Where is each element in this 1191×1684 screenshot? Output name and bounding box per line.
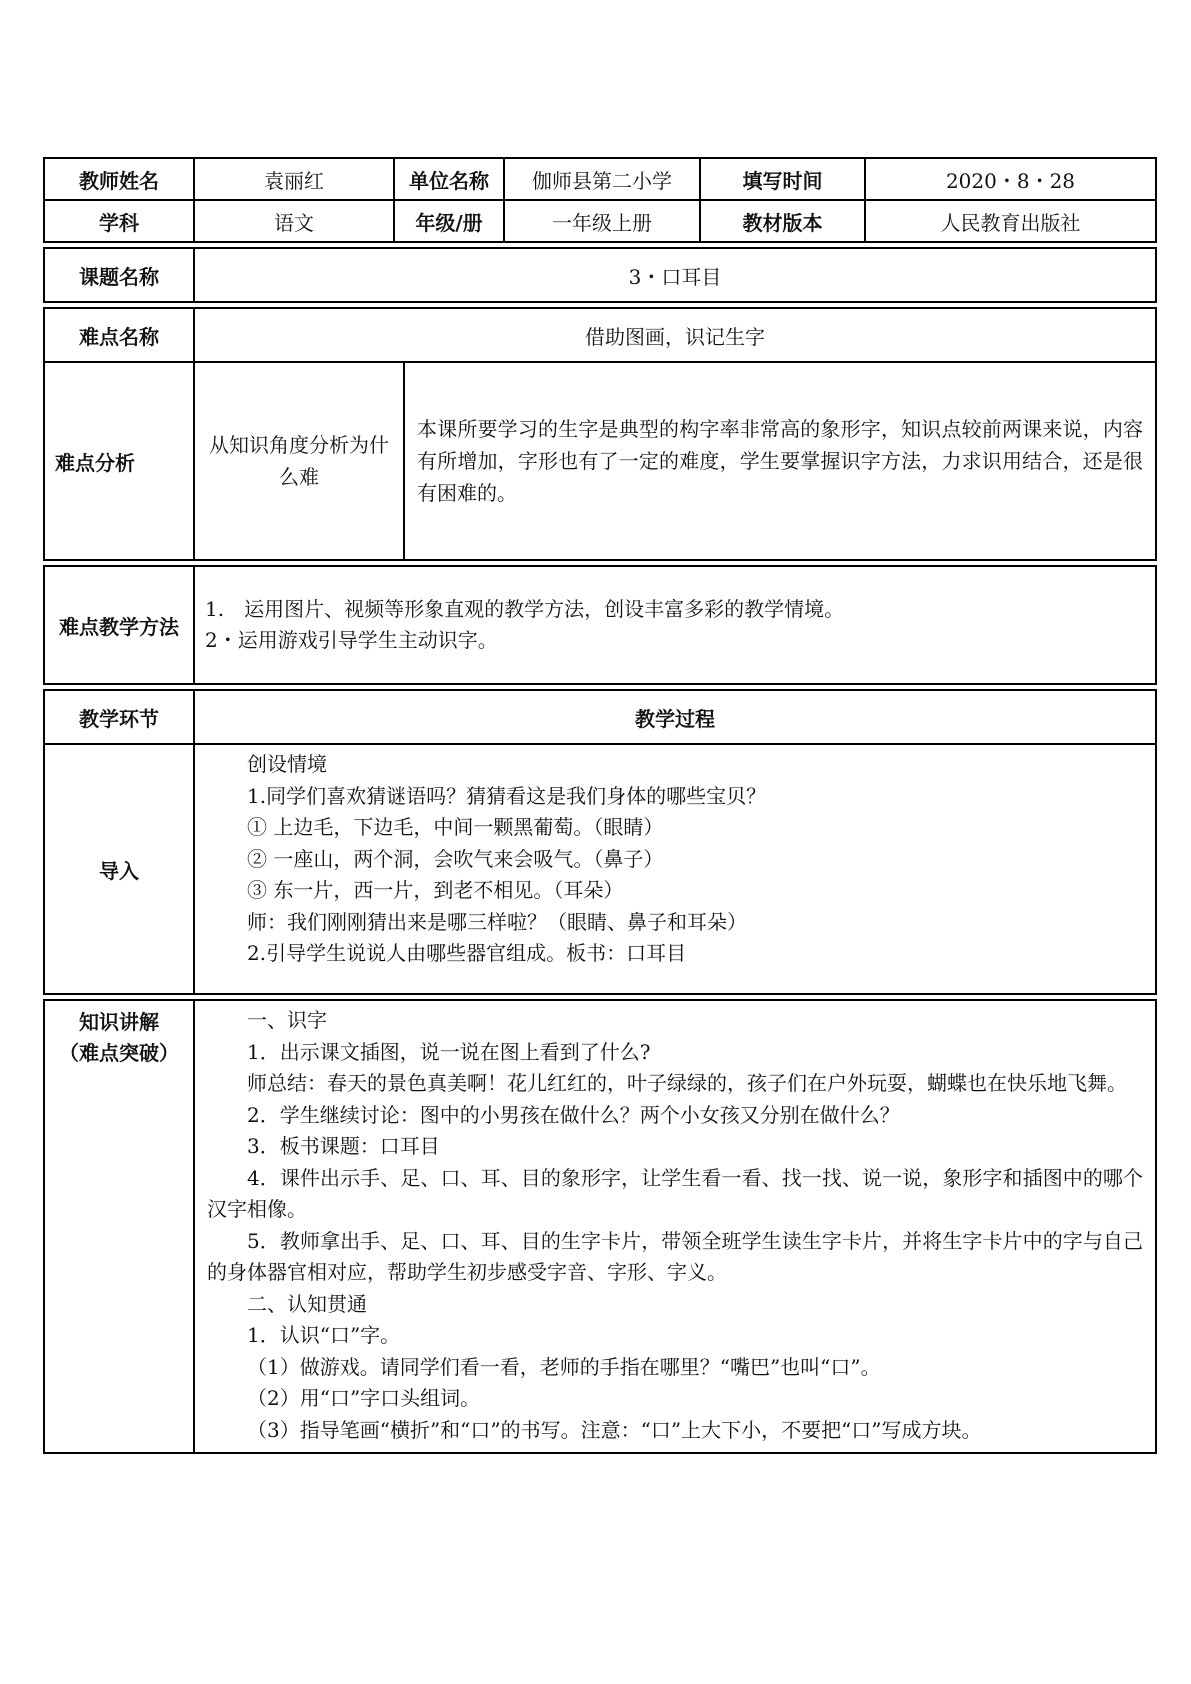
knowledge-paragraph: 1．出示课文插图，说一说在图上看到了什么?: [247, 1039, 651, 1064]
knowledge-paragraph: （3）指导笔画“横折”和“口”的书写。注意：“口”上大下小，不要把“口”写成方块。: [247, 1417, 982, 1442]
topic-label: 课题名称: [44, 248, 194, 302]
date-label: 填写时间: [700, 158, 865, 200]
analysis-sub-label: 从知识角度分析为什么难: [195, 363, 404, 559]
subject-label: 学科: [44, 200, 194, 242]
knowledge-paragraph: 二、认知贯通: [247, 1291, 367, 1316]
stage-header: 教学环节: [44, 690, 194, 744]
intro-label: 导入: [44, 744, 194, 994]
difficulty-label: 难点名称: [44, 308, 194, 362]
knowledge-paragraph: 3．板书课题：口耳目: [247, 1134, 440, 1158]
date-value: 2020・8・28: [865, 158, 1156, 200]
intro-line: 创设情境: [247, 752, 327, 776]
analysis-row: [44, 362, 1156, 560]
knowledge-label-line-2: （难点突破）: [59, 1041, 179, 1065]
knowledge-row: [44, 1000, 1156, 1453]
difficulty-value: 借助图画，识记生字: [194, 308, 1156, 362]
knowledge-paragraph: （2）用“口”字口头组词。: [247, 1386, 481, 1410]
knowledge-paragraph: （1）做游戏。请同学们看一看，老师的手指在哪里？“嘴巴”也叫“口”。: [247, 1354, 881, 1379]
process-header-row: [44, 690, 1156, 744]
analysis-label: 难点分析: [44, 362, 194, 560]
knowledge-paragraph: 4．课件出示手、足、口、耳、目的象形字，让学生看一看、找一找、说一说，象形字和插图中的哪个汉字相像。: [207, 1165, 1143, 1221]
teacher-value: 袁丽红: [194, 158, 394, 200]
topic-value: 3・口耳目: [194, 248, 1156, 302]
knowledge-label-line-1: 知识讲解: [79, 1010, 159, 1034]
unit-label: 单位名称: [394, 158, 504, 200]
analysis-cell: [194, 362, 1156, 560]
analysis-text: 本课所要学习的生字是典型的构字率非常高的象形字，知识点较前两课来说，内容有所增加，字形也有了一定的难度，学生要掌握识字方法，力求识用结合，还是很有困难的。: [417, 417, 1143, 505]
knowledge-paragraph: 2．学生继续讨论：图中的小男孩在做什么？两个小女孩又分别在做什么？: [247, 1102, 900, 1127]
knowledge-paragraph: 1．认识“口”字。: [247, 1323, 401, 1347]
knowledge-paragraph: 一、识字: [247, 1008, 327, 1032]
teacher-label: 教师姓名: [44, 158, 194, 200]
lesson-plan-sheet: [43, 157, 1155, 1454]
intro-row: [44, 744, 1156, 994]
method-cell: [194, 566, 1156, 684]
knowledge-label: [44, 1000, 194, 1453]
intro-line: 2.引导学生说说人由哪些器官组成。板书：口耳目: [247, 941, 687, 965]
knowledge-paragraph: 5．教师拿出手、足、口、耳、目的生字卡片，带领全班学生读生字卡片，并将生字卡片中的字与自己的身体器官相对应，帮助学生初步感受字音、字形、字义。: [207, 1228, 1143, 1284]
method-label: 难点教学方法: [44, 566, 194, 684]
grade-label: 年级/册: [394, 200, 504, 242]
intro-line: 1.同学们喜欢猜谜语吗？猜猜看这是我们身体的哪些宝贝？: [247, 783, 767, 808]
info-row-2: [44, 200, 1156, 242]
subject-value: 语文: [194, 200, 394, 242]
intro-line: 师：我们刚刚猜出来是哪三样啦？（眼睛、鼻子和耳朵）: [247, 909, 747, 934]
method-line-2: 2・运用游戏引导学生主动识字。: [205, 628, 498, 652]
unit-value: 伽师县第二小学: [504, 158, 700, 200]
intro-line: ② 一座山，两个洞，会吹气来会吸气。（鼻子）: [247, 846, 664, 871]
method-row: [44, 566, 1156, 684]
process-header: 教学过程: [194, 690, 1156, 744]
intro-line: ③ 东一片，西一片，到老不相见。（耳朵）: [247, 878, 624, 902]
intro-line: ① 上边毛，下边毛，中间一颗黑葡萄。（眼睛）: [247, 815, 664, 839]
knowledge-cell: [194, 1000, 1156, 1453]
method-line-1: 1. 运用图片、视频等形象直观的教学方法，创设丰富多彩的教学情境。: [205, 597, 845, 621]
lesson-plan-table: [43, 157, 1157, 1454]
edition-label: 教材版本: [700, 200, 865, 242]
knowledge-paragraph: 师总结：春天的景色真美啊！花儿红红的，叶子绿绿的，孩子们在户外玩耍，蝴蝶也在快乐地飞舞。: [247, 1071, 1127, 1095]
grade-value: 一年级上册: [504, 200, 700, 242]
analysis-inner: [195, 363, 1155, 559]
difficulty-row: [44, 308, 1156, 362]
info-row-1: [44, 158, 1156, 200]
edition-value: 人民教育出版社: [865, 200, 1156, 242]
topic-row: [44, 248, 1156, 302]
intro-cell: [194, 744, 1156, 994]
